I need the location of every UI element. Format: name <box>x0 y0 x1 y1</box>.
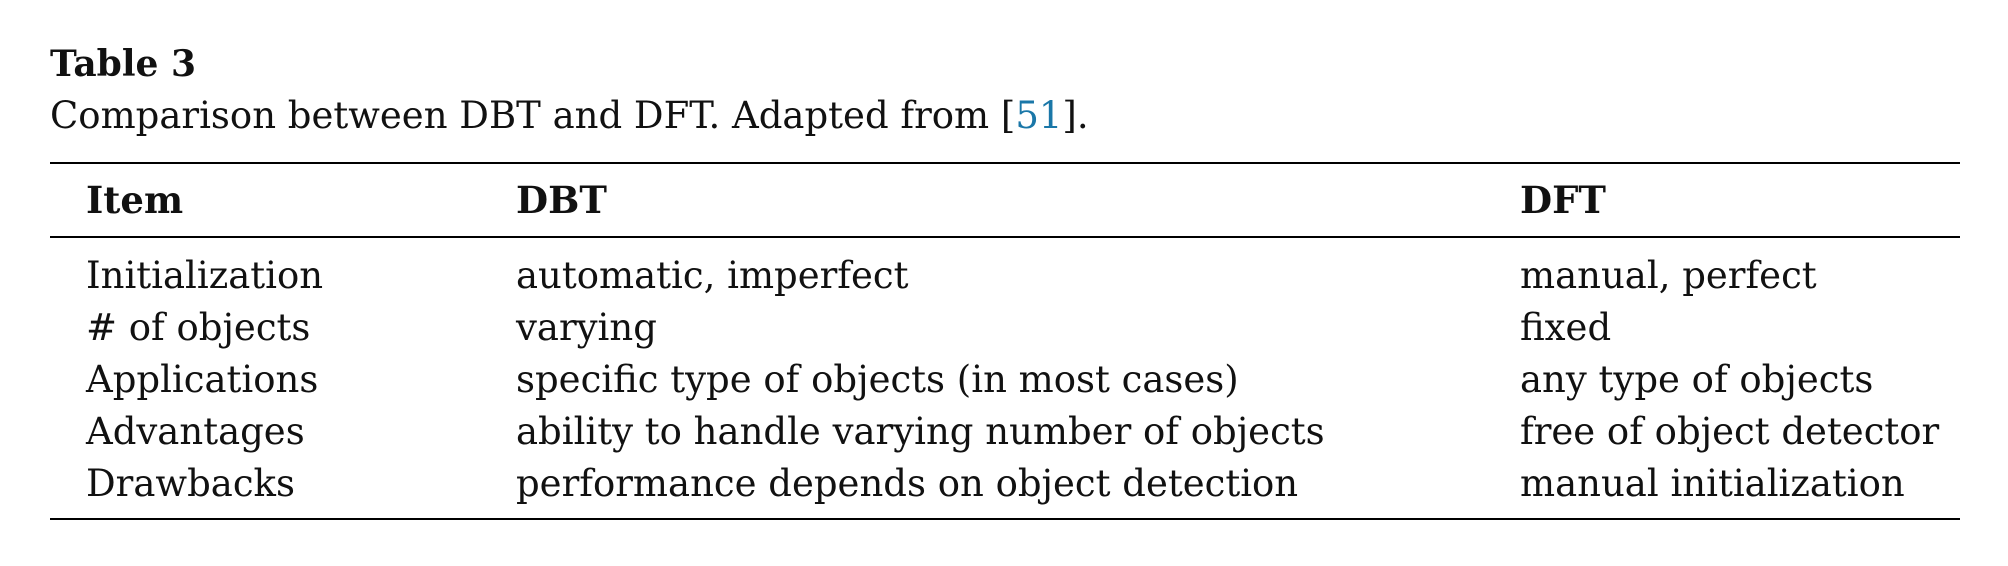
cell-dft: manual, perfect <box>1520 253 1817 297</box>
caption-suffix: ]. <box>1062 94 1089 137</box>
cell-item: # of objects <box>86 305 311 349</box>
table-row <box>50 457 1960 519</box>
table-caption <box>50 94 1960 138</box>
table-row <box>50 237 1960 301</box>
cell-dbt: performance depends on object detection <box>516 461 1299 505</box>
cell-dft: manual initialization <box>1520 461 1905 505</box>
cell-item: Applications <box>86 357 319 401</box>
column-header-dbt: DBT <box>516 178 607 222</box>
table-row <box>50 301 1960 353</box>
cell-item: Drawbacks <box>86 461 295 505</box>
cell-item: Advantages <box>86 409 305 453</box>
table-header-row <box>50 163 1960 237</box>
cell-dbt: ability to handle varying number of objects <box>516 409 1325 453</box>
table-row <box>50 405 1960 457</box>
column-header-dft: DFT <box>1520 178 1606 222</box>
cell-dft: fixed <box>1520 305 1612 349</box>
cell-dbt: specific type of objects (in most cases) <box>516 357 1239 401</box>
column-header-item: Item <box>86 178 184 222</box>
table-row <box>50 353 1960 405</box>
reference-link[interactable]: 51 <box>1015 94 1063 137</box>
caption-text: Comparison between DBT and DFT. Adapted from [ <box>50 94 1016 137</box>
comparison-table <box>50 162 1960 520</box>
cell-dbt: automatic, imperfect <box>516 253 909 297</box>
cell-dft: free of object detector <box>1520 409 1940 453</box>
cell-dbt: varying <box>516 305 657 349</box>
cell-item: Initialization <box>86 253 324 297</box>
table-label: Table 3 <box>50 43 197 85</box>
cell-dft: any type of objects <box>1520 357 1874 401</box>
table-figure <box>50 42 1960 520</box>
